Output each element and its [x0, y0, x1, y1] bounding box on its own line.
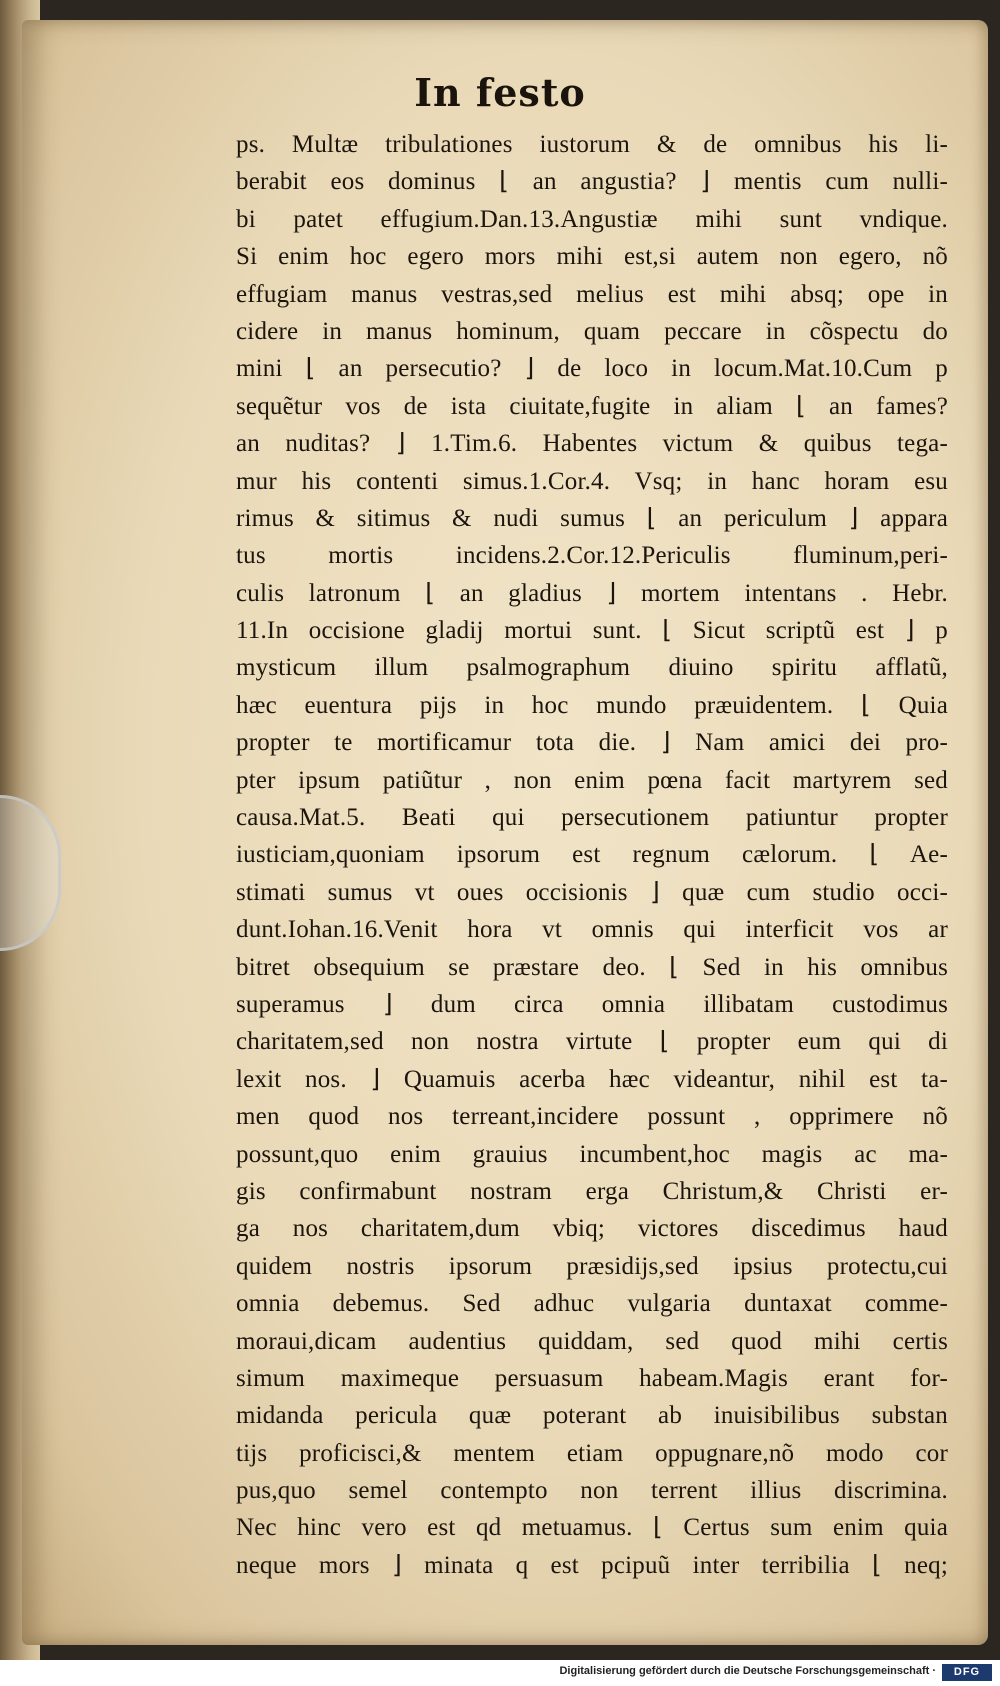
footer-bar	[0, 1660, 1000, 1686]
text-line: Nec hinc vero est qd metuamus. ⌊ Certus sum enim quia	[236, 1514, 948, 1542]
text-line: effugiam manus vestras,sed melius est mihi absq; ope in	[236, 280, 948, 308]
text-line: rimus & sitimus & nudi sumus ⌊ an periculum ⌋ appara	[236, 504, 948, 532]
text-line: 11.In occisione gladij mortui sunt. ⌊ Sicut scriptũ est ⌋ p	[236, 617, 948, 645]
text-line: superamus ⌋ dum circa omnia illibatam custodimus	[236, 990, 948, 1018]
text-line: quidem nostris ipsorum præsidijs,sed ipsius protectu,cui	[236, 1252, 948, 1280]
text-line: moraui,dicam audentius quiddam, sed quod mihi certis	[236, 1327, 948, 1355]
text-line: propter te mortificamur tota die. ⌋ Nam amici dei pro-	[236, 729, 948, 757]
text-line: iusticiam,quoniam ipsorum est regnum cælorum. ⌊ Ae-	[236, 841, 948, 869]
text-line: tijs proficisci,& mentem etiam oppugnare,nõ modo cor	[236, 1439, 948, 1467]
text-line: pter ipsum patiũtur , non enim pœna facit martyrem sed	[236, 766, 948, 794]
funding-credit: Digitalisierung gefördert durch die Deutsche Forschungsgemeinschaft ·	[559, 1665, 936, 1677]
text-line: causa.Mat.5. Beati qui persecutionem patiuntur propter	[236, 804, 948, 832]
text-line: possunt,quo enim grauius incumbent,hoc magis ac ma-	[236, 1140, 948, 1168]
text-line: bi patet effugium.Dan.13.Angustiæ mihi sunt vndique.	[236, 205, 948, 233]
text-line: mysticum illum psalmographum diuino spiritu afflatũ,	[236, 654, 948, 682]
text-line: sequẽtur vos de ista ciuitate,fugite in aliam ⌊ an fames?	[236, 392, 948, 420]
text-line: tus mortis incidens.2.Cor.12.Periculis fluminum,peri-	[236, 542, 948, 570]
text-line: omnia debemus. Sed adhuc vulgaria duntaxat comme-	[236, 1290, 948, 1318]
text-line: hæc euentura pijs in hoc mundo præuidentem. ⌊ Quia	[236, 691, 948, 719]
text-line: berabit eos dominus ⌊ an angustia? ⌋ mentis cum nulli-	[236, 168, 948, 196]
text-line: culis latronum ⌊ an gladius ⌋ mortem intentans . Hebr.	[236, 579, 948, 607]
text-line: ps. Multæ tribulationes iustorum & de omnibus his li-	[236, 131, 948, 158]
text-line: simum maximeque persuasum habeam.Magis erant for-	[236, 1364, 948, 1392]
text-line: lexit nos. ⌋ Quamuis acerba hæc videantur, nihil est ta-	[236, 1065, 948, 1093]
text-line: mini ⌊ an persecutio? ⌋ de loco in locum.Mat.10.Cum p	[236, 355, 948, 383]
text-line: an nuditas? ⌋ 1.Tim.6. Habentes victum & quibus tega-	[236, 430, 948, 458]
text-line: cidere in manus hominum, quam peccare in cõspectu do	[236, 317, 948, 345]
text-line: gis confirmabunt nostram erga Christum,& Christi er-	[236, 1177, 948, 1205]
text-line: neque mors ⌋ minata q est pcipuũ inter terribilia ⌊ neq;	[236, 1551, 948, 1579]
text-line: mur his contenti simus.1.Cor.4. Vsq; in hanc horam esu	[236, 467, 948, 495]
text-line: bitret obsequium se præstare deo. ⌊ Sed in his omnibus	[236, 953, 948, 981]
running-title: In festo	[414, 70, 586, 115]
text-line: midanda pericula quæ poterant ab inuisibilibus substan	[236, 1402, 948, 1430]
dfg-logo: DFG	[942, 1664, 992, 1681]
text-line: men quod nos terreant,incidere possunt , opprimere nõ	[236, 1103, 948, 1131]
text-line: stimati sumus vt oues occisionis ⌋ quæ cum studio occi-	[236, 878, 948, 906]
text-line: ga nos charitatem,dum vbiq; victores discedimus haud	[236, 1215, 948, 1243]
text-line: pus,quo semel contempto non terrent illius discrimina.	[236, 1477, 948, 1505]
text-block	[236, 126, 948, 1584]
text-line: charitatem,sed non nostra virtute ⌊ propter eum qui di	[236, 1028, 948, 1056]
text-line: Si enim hoc egero mors mihi est,si autem non egero, nõ	[236, 243, 948, 271]
text-line: dunt.Iohan.16.Venit hora vt omnis qui interficit vos ar	[236, 916, 948, 944]
